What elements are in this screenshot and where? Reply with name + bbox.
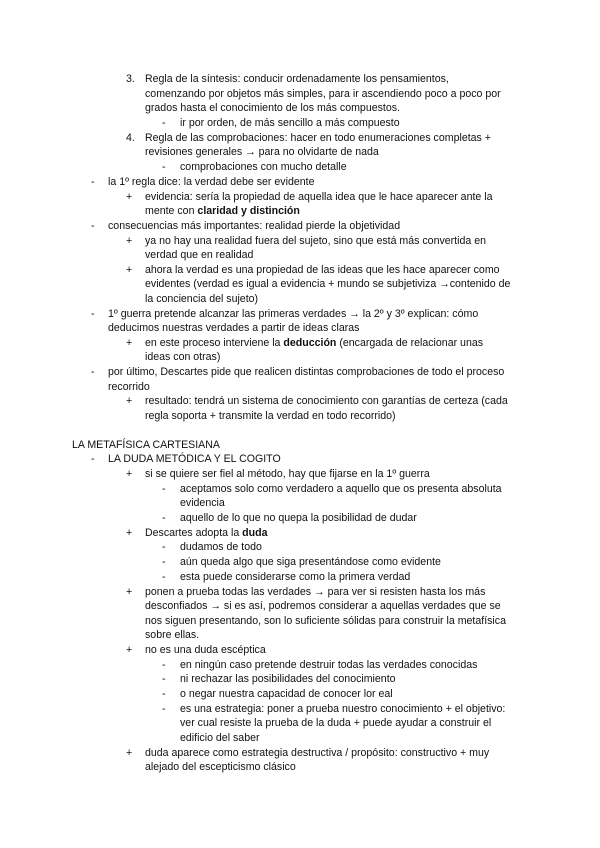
text-line: regla soporta + transmite la verdad en todo recorrido) <box>145 410 396 422</box>
text-line: aún queda algo que siga presentándose como evidente <box>180 556 441 568</box>
list-marker: - <box>162 161 166 173</box>
text-line: deducimos nuestras verdades a partir de ideas claras <box>108 322 360 334</box>
text-line: aquello de lo que no quepa la posibilidad de dudar <box>180 512 417 524</box>
text-line: desconfiados → si es así, podremos considerar a aquellas verdades que se <box>145 600 501 612</box>
text-line: nos siguen presentando, son lo suficiente sólidas para construir la metafísica <box>145 615 506 627</box>
text-line: en ningún caso pretende destruir todas las verdades conocidas <box>180 659 478 671</box>
list-marker: + <box>126 191 133 203</box>
list-marker: - <box>162 512 166 524</box>
section-heading: LA METAFÍSICA CARTESIANA <box>72 439 220 451</box>
text-line: grados hasta el conocimiento de los más compuestos. <box>145 102 400 114</box>
list-marker: - <box>162 483 166 495</box>
text-line: consecuencias más importantes: realidad pierde la objetividad <box>108 220 401 232</box>
list-marker: - <box>162 688 166 700</box>
list-marker: + <box>126 337 133 349</box>
text-line: si se quiere ser fiel al método, hay que fijarse en la 1º guerra <box>145 468 430 480</box>
list-marker: + <box>126 586 133 598</box>
list-marker: - <box>162 673 166 685</box>
text-line: recorrido <box>108 381 150 393</box>
list-marker: 4. <box>126 132 135 144</box>
text-line: evidencia <box>180 497 225 509</box>
list-marker: + <box>126 644 133 656</box>
list-marker: 3. <box>126 73 135 85</box>
text-line: en este proceso interviene la deducción (encargada de relacionar unas <box>145 337 484 349</box>
text-line: ir por orden, de más sencillo a más compuesto <box>180 117 400 129</box>
list-marker: - <box>91 308 95 320</box>
text-line: aceptamos solo como verdadero a aquello que os presenta absoluta <box>180 483 502 495</box>
list-marker: - <box>91 453 95 465</box>
text-line: evidencia: sería la propiedad de aquella idea que le hace aparecer ante la <box>145 191 493 203</box>
text-line: ideas con otras) <box>145 351 221 363</box>
bold-term: duda <box>242 527 268 539</box>
list-marker: + <box>126 747 133 759</box>
text-line: ahora la verdad es una propiedad de las ideas que les hace aparecer como <box>145 264 500 276</box>
text-line: ponen a prueba todas las verdades → para ver si resisten hasta los más <box>145 586 486 598</box>
text-line: comenzando por objetos más simples, para ir ascendiendo poco a poco por <box>145 88 501 100</box>
text-line: ni rechazar las posibilidades del conocimiento <box>180 673 396 685</box>
list-marker: - <box>162 117 166 129</box>
text-line: Regla de las comprobaciones: hacer en todo enumeraciones completas + <box>145 132 491 144</box>
text-line: mente con claridad y distinción <box>145 205 300 217</box>
text-line: o negar nuestra capacidad de conocer lor eal <box>180 688 393 700</box>
text-line: comprobaciones con mucho detalle <box>180 161 347 173</box>
text-line: edificio del saber <box>180 732 260 744</box>
list-marker: + <box>126 235 133 247</box>
text-line: la conciencia del sujeto) <box>145 293 259 305</box>
text-line: verdad que en realidad <box>145 249 254 261</box>
subsection-heading: LA DUDA METÓDICA Y EL COGITO <box>108 453 281 465</box>
text-line: ya no hay una realidad fuera del sujeto, sino que está más convertida en <box>145 235 486 247</box>
text-line: ver cual resiste la prueba de la duda + puede ayudar a construir el <box>180 717 492 729</box>
text-line: es una estrategia: poner a prueba nuestro conocimiento + el objetivo: <box>180 703 506 715</box>
text-line: por último, Descartes pide que realicen distintas comprobaciones de todo el proceso <box>108 366 505 378</box>
text-line: alejado del escepticismo clásico <box>145 761 296 773</box>
list-marker: - <box>162 541 166 553</box>
list-marker: - <box>162 659 166 671</box>
text-line: esta puede considerarse como la primera verdad <box>180 571 411 583</box>
text-line: la 1º regla dice: la verdad debe ser evidente <box>108 176 315 188</box>
list-marker: - <box>91 176 95 188</box>
text-line: evidentes (verdad es igual a evidencia + mundo se subjetiviza →contenido de <box>145 278 511 290</box>
list-marker: - <box>162 556 166 568</box>
bold-term: claridad y distinción <box>197 205 300 217</box>
text-line: revisiones generales → para no olvidarte de nada <box>145 146 379 158</box>
text-line: 1º guerra pretende alcanzar las primeras verdades → la 2º y 3º explican: cómo <box>108 308 479 320</box>
list-marker: + <box>126 395 133 407</box>
bold-term: deducción <box>283 337 337 349</box>
text-line: dudamos de todo <box>180 541 262 553</box>
text-line: no es una duda escéptica <box>145 644 266 656</box>
list-marker: + <box>126 264 133 276</box>
list-marker: - <box>162 703 166 715</box>
list-marker: - <box>162 571 166 583</box>
text-line: duda aparece como estrategia destructiva / propósito: constructivo + muy <box>145 747 490 759</box>
text-line: sobre ellas. <box>145 629 200 641</box>
list-marker: + <box>126 468 133 480</box>
text-line: Descartes adopta la duda <box>145 527 268 539</box>
text-line: Regla de la síntesis: conducir ordenadamente los pensamientos, <box>145 73 449 85</box>
text-line: resultado: tendrá un sistema de conocimiento con garantías de certeza (cada <box>145 395 508 407</box>
list-marker: - <box>91 366 95 378</box>
list-marker: + <box>126 527 133 539</box>
list-marker: - <box>91 220 95 232</box>
